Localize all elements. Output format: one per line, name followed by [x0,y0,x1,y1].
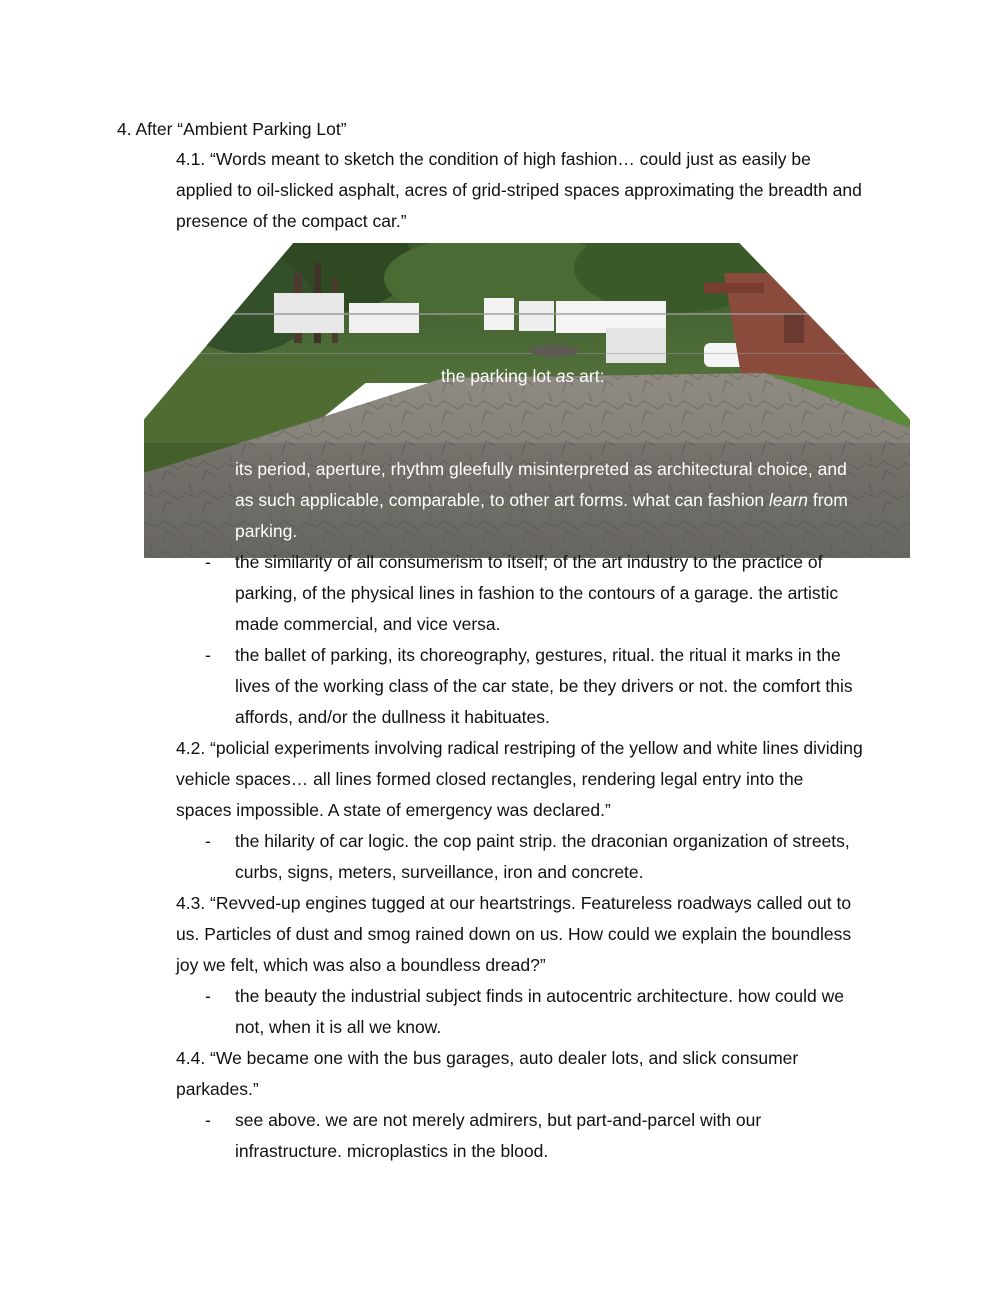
bullet-line: the hilarity of car logic. the cop paint strip. the draconian organization of streets, [235,831,850,851]
photo-bullet-line [235,485,848,516]
bullet-dash: - [205,1110,211,1130]
photo-caption-pre: the parking lot [441,366,556,386]
bullet-dash: - [205,552,211,572]
quote-4-4-line: parkades.” [176,1079,259,1099]
bullet-line: the beauty the industrial subject finds in autocentric architecture. how could we [235,986,844,1006]
quote-4-3-line: us. Particles of dust and smog rained down on us. How could we explain the boundless [176,924,852,944]
bullet-line: the similarity of all consumerism to itself; of the art industry to the practice of [235,552,823,572]
photo-bullet-line: parking. [235,521,298,541]
bullet-line: infrastructure. microplastics in the blood. [235,1141,549,1161]
section-heading: 4. After “Ambient Parking Lot” [117,119,347,139]
bullet-dash: - [205,986,211,1006]
bullet-dash: - [205,831,211,851]
photo-caption-post: art: [574,366,605,386]
photo-caption-emphasis: as [555,366,575,386]
quote-4-1-line: 4.1. “Words meant to sketch the condition of high fashion… could just as easily be [176,149,811,169]
bullet-line: affords, and/or the dullness it habituates. [235,707,550,727]
quote-4-3-line: 4.3. “Revved-up engines tugged at our heartstrings. Featureless roadways called out to [176,893,852,913]
bullet-line: the ballet of parking, its choreography, gestures, ritual. the ritual it marks in the [235,645,841,665]
bullet-line: not, when it is all we know. [235,1017,442,1037]
bullet-line: see above. we are not merely admirers, but part-and-parcel with our [235,1110,762,1130]
bullet-dash: - [205,645,211,665]
photo-bullet-line-pre: as such applicable, comparable, to other art forms. what can fashion [235,490,770,510]
quote-4-4-line: 4.4. “We became one with the bus garages, auto dealer lots, and slick consumer [176,1048,799,1068]
quote-4-1-line: applied to oil-slicked asphalt, acres of grid-striped spaces approximating the breadth and [176,180,862,200]
photo-bullet-line: its period, aperture, rhythm gleefully misinterpreted as architectural choice, and [235,459,847,479]
quote-4-2-line: spaces impossible. A state of emergency was declared.” [176,800,611,820]
photo-caption [441,361,604,392]
quote-4-2-line: vehicle spaces… all lines formed closed rectangles, rendering legal entry into the [176,769,804,789]
bullet-line: curbs, signs, meters, surveillance, iron and concrete. [235,862,644,882]
bullet-line: made commercial, and vice versa. [235,614,501,634]
quote-4-3-line: joy we felt, which was also a boundless dread?” [176,955,546,975]
quote-4-2-line: 4.2. “policial experiments involving radical restriping of the yellow and white lines dividing [176,738,863,758]
bullet-line: parking, of the physical lines in fashion to the contours of a garage. the artistic [235,583,839,603]
photo-bullet-emphasis: learn [769,490,808,510]
photo-bullet-line-post: from [807,490,848,510]
quote-4-1-line: presence of the compact car.” [176,211,407,231]
bullet-line: lives of the working class of the car state, be they drivers or not. the comfort this [235,676,853,696]
